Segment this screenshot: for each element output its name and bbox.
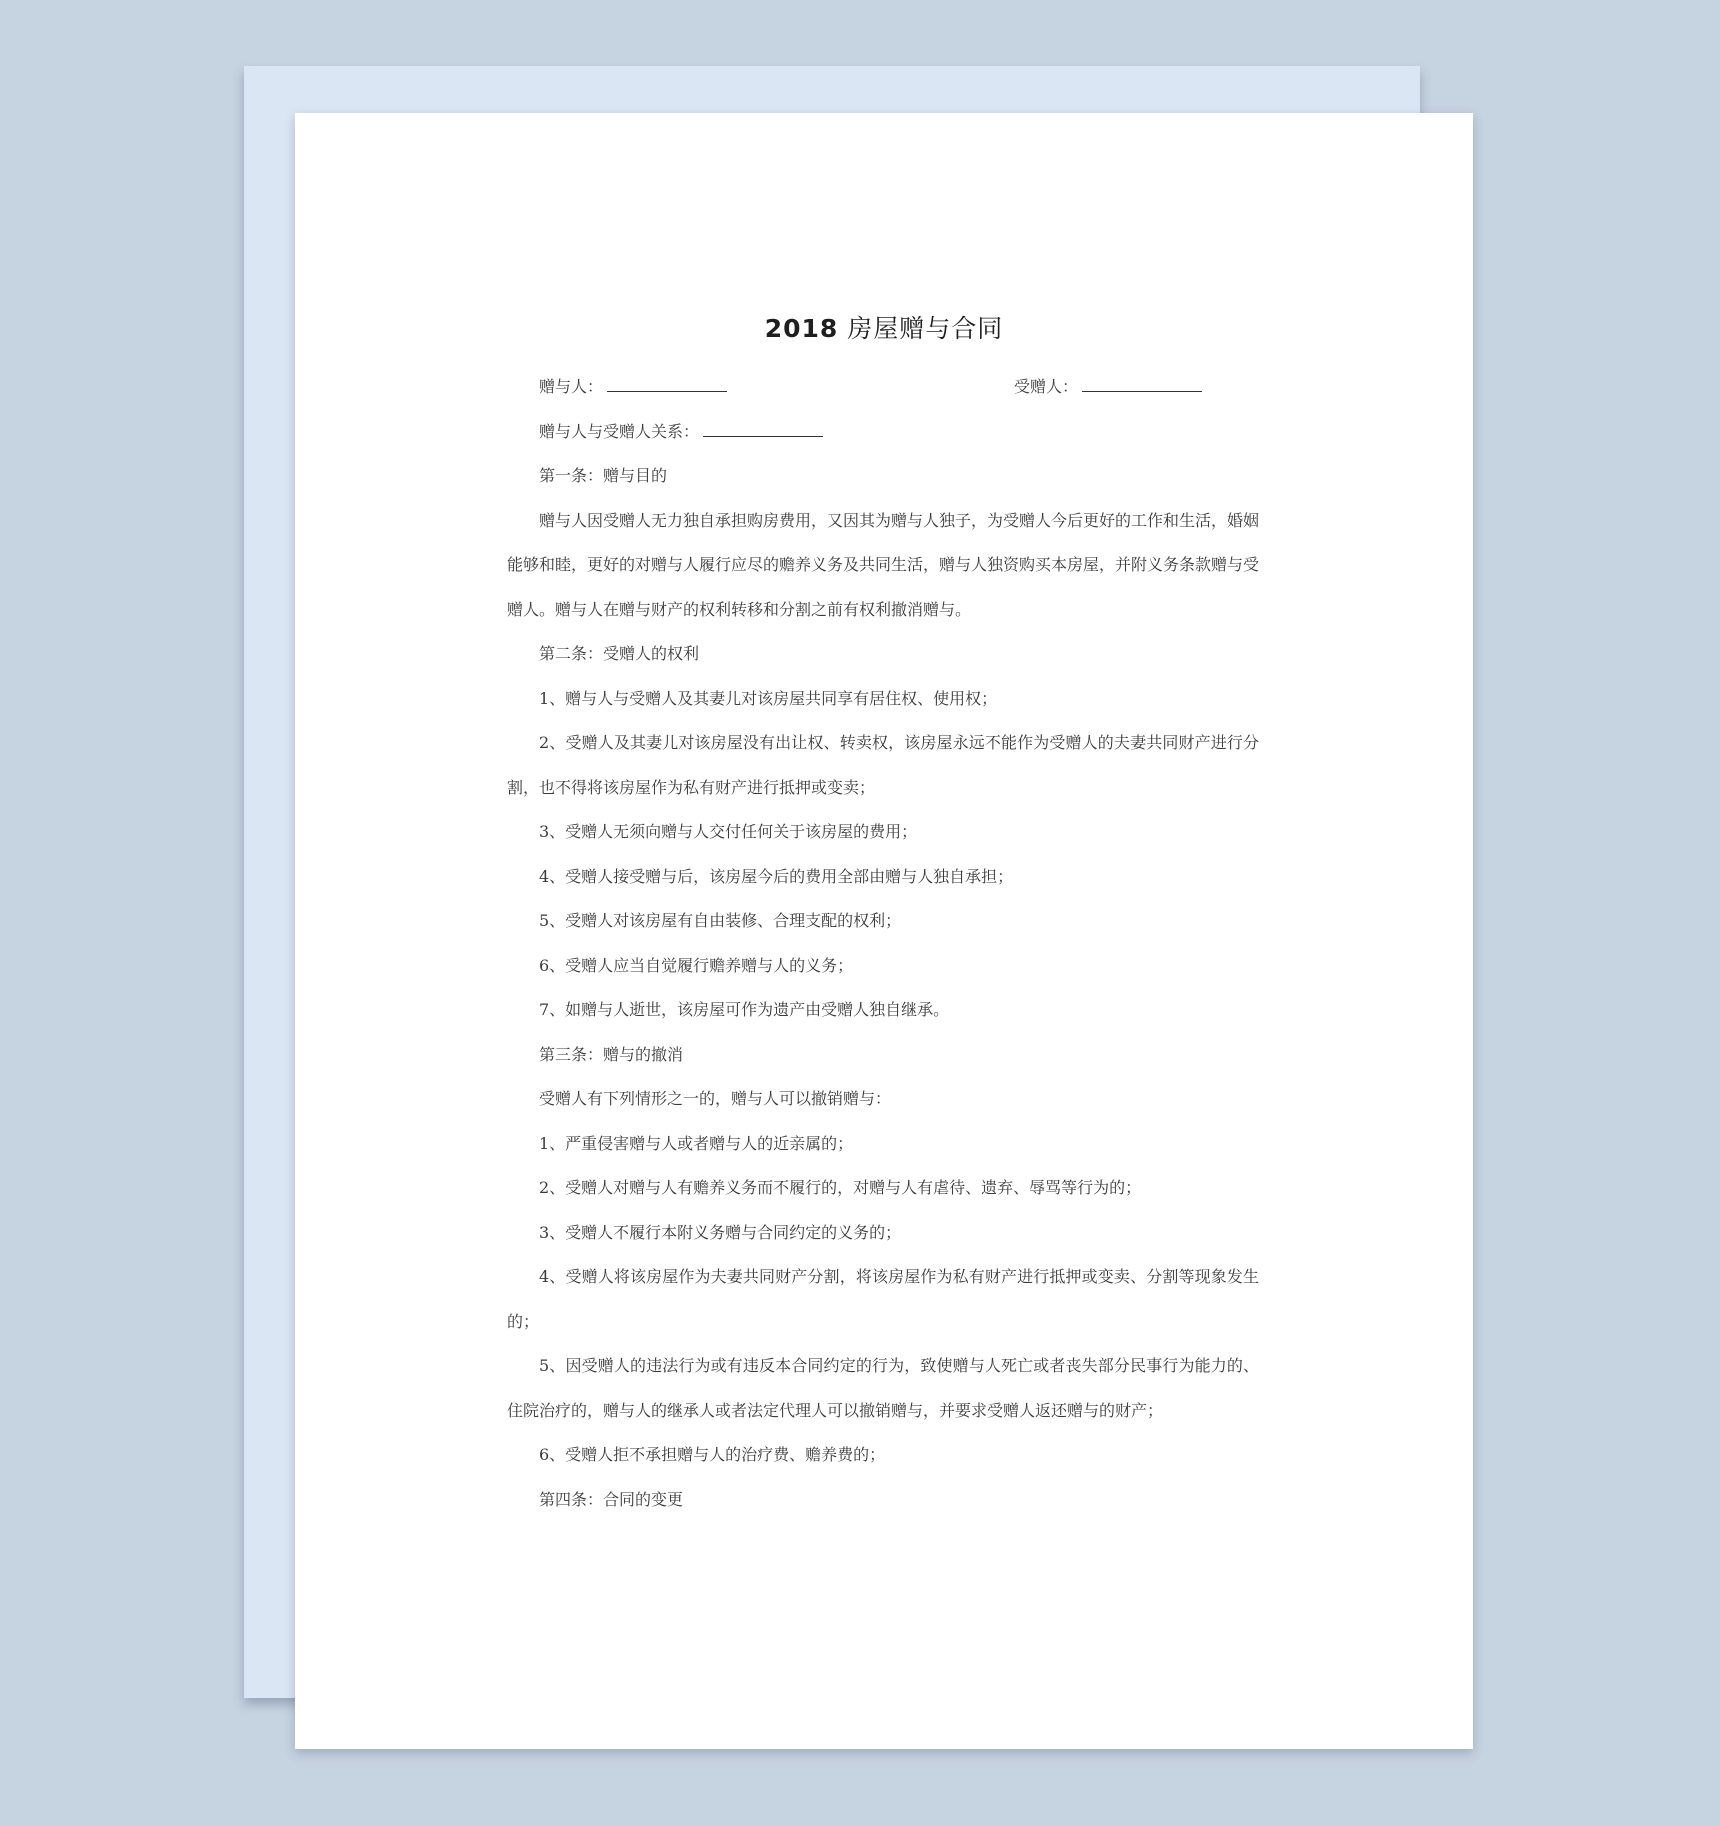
title-text: 房屋赠与合同 <box>847 314 1004 343</box>
relation-field <box>507 410 1259 455</box>
article-3-item: 3、受赠人不履行本附义务赠与合同约定的义务的； <box>539 1222 902 1242</box>
donor-field <box>539 365 1014 410</box>
document-body <box>507 365 1259 1522</box>
article-3-item: 6、受赠人拒不承担赠与人的治疗费、赡养费的； <box>539 1445 886 1464</box>
article-2-item: 3、受赠人无须向赠与人交付任何关于该房屋的费用； <box>539 822 918 841</box>
article-3-intro: 受赠人有下列情形之一的，赠与人可以撤销赠与： <box>539 1089 892 1108</box>
article-4-heading: 第四条：合同的变更 <box>539 1489 684 1509</box>
article-2-item: 6、受赠人应当自觉履行赡养赠与人的义务； <box>539 955 854 975</box>
donee-blank <box>1082 372 1202 392</box>
donor-label: 赠与人： <box>539 377 604 396</box>
title-year: 2018 <box>764 314 839 343</box>
article-1-text: 赠与人因受赠人无力独自承担购房费用，又因其为赠与人独子，为受赠人今后更好的工作和生活，婚姻能够和睦，更好的对赠与人履行应尽的赡养义务及共同生活，赠与人独资购买本房屋，并附义务条款赠与受赠人。赠与人在赠与财产的权利转移和分割之前有权利撤消赠与。 <box>507 510 1260 619</box>
party-row <box>507 365 1259 410</box>
relation-blank <box>703 416 823 436</box>
article-2-item: 2、受赠人及其妻儿对该房屋没有出让权、转卖权，该房屋永远不能作为受赠人的夫妻共同财产进行分割，也不得将该房屋作为私有财产进行抵押或变卖； <box>507 733 1259 797</box>
article-3-item: 1、严重侵害赠与人或者赠与人的近亲属的； <box>539 1133 854 1153</box>
relation-label: 赠与人与受赠人关系： <box>539 421 700 441</box>
article-3-item: 2、受赠人对赠与人有赡养义务而不履行的，对赠与人有虐待、遗弃、辱骂等行为的； <box>539 1178 1142 1197</box>
article-1-heading: 第一条：赠与目的 <box>539 466 668 485</box>
donee-label: 受赠人： <box>1014 377 1079 396</box>
donor-blank <box>607 372 727 392</box>
article-2-item: 7、如赠与人逝世，该房屋可作为遗产由受赠人独自继承。 <box>539 1000 950 1019</box>
article-2-item: 1、赠与人与受赠人及其妻儿对该房屋共同享有居住权、使用权； <box>539 688 998 708</box>
article-2-heading: 第二条：受赠人的权利 <box>539 644 700 663</box>
article-3-heading: 第三条：赠与的撤消 <box>539 1044 684 1064</box>
article-3-item: 5、因受赠人的违法行为或有违反本合同约定的行为，致使赠与人死亡或者丧失部分民事行为能力的、住院治疗的，赠与人的继承人或者法定代理人可以撤销赠与，并要求受赠人返还赠与的财产； <box>507 1356 1259 1420</box>
document-page <box>295 113 1473 1749</box>
article-2-item: 5、受赠人对该房屋有自由装修、合理支配的权利； <box>539 911 902 930</box>
article-3-item: 4、受赠人将该房屋作为夫妻共同财产分割，将该房屋作为私有财产进行抵押或变卖、分割等现象发生的； <box>507 1267 1259 1331</box>
article-2-item: 4、受赠人接受赠与后，该房屋今后的费用全部由赠与人独自承担； <box>539 866 1014 886</box>
donee-field <box>1014 365 1202 410</box>
document-title <box>295 309 1473 345</box>
